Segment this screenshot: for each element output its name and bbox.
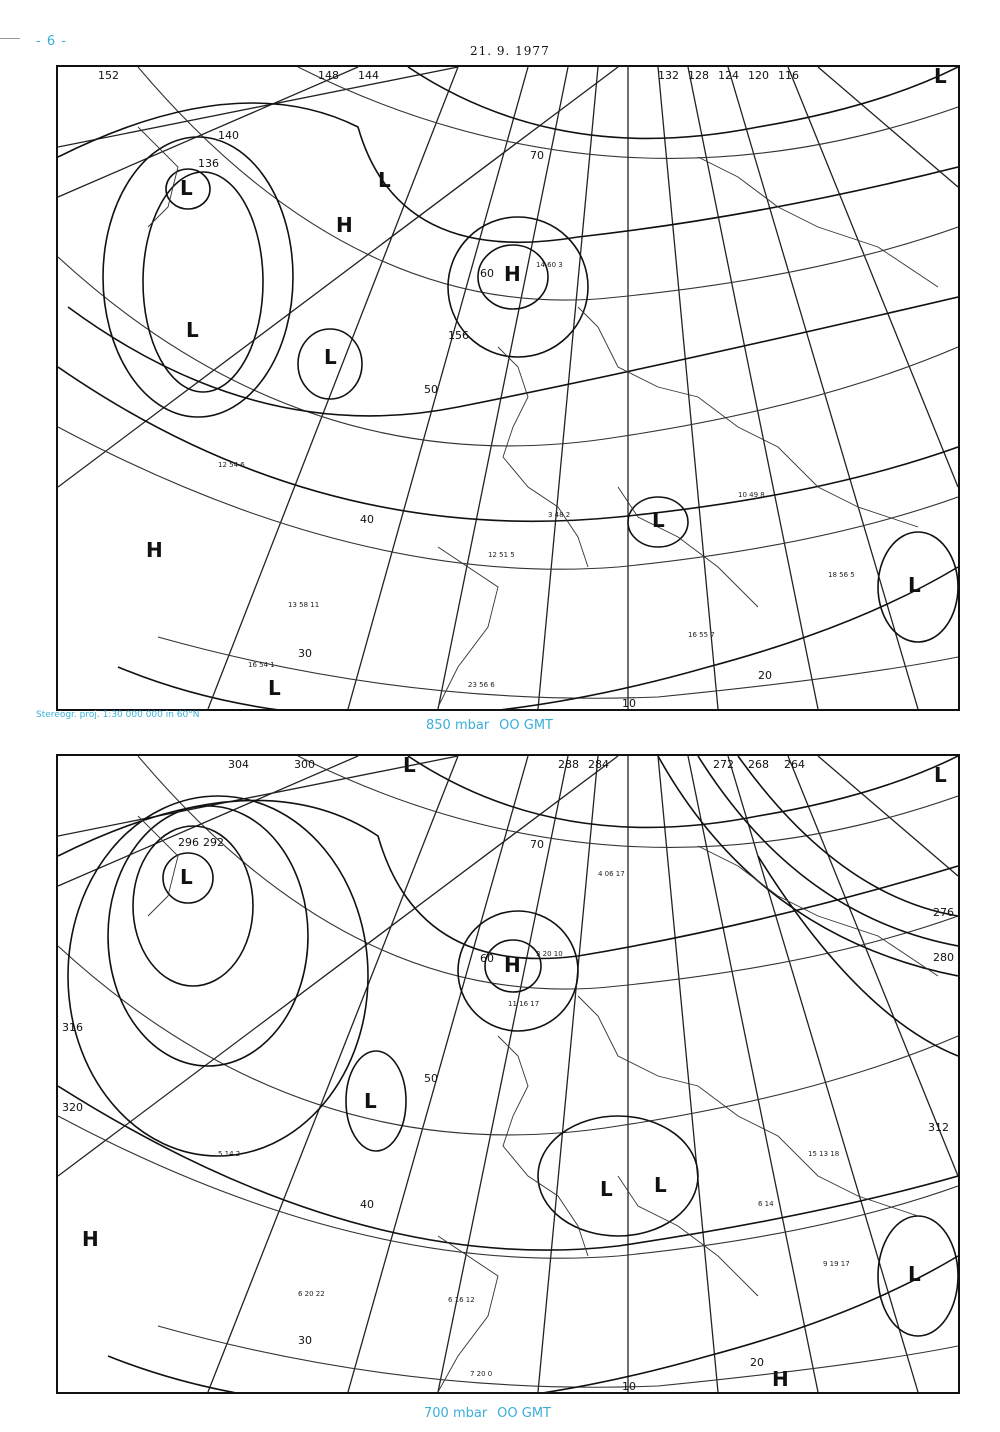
station-plot: 11 16 17 [508, 1000, 540, 1008]
latitude-label: 30 [298, 1334, 312, 1347]
low-pressure-symbol: L [908, 573, 921, 597]
meridian-grid [58, 756, 958, 1392]
contour-label: 284 [588, 758, 609, 771]
latitude-label: 10 [622, 1380, 636, 1392]
low-pressure-symbol: L [268, 676, 281, 700]
high-pressure-symbol: H [772, 1367, 789, 1391]
chart-date: 21. 9. 1977 [470, 44, 550, 58]
low-pressure-symbol: L [908, 1262, 921, 1286]
corner-mark [0, 38, 20, 39]
page-number: - 6 - [36, 34, 67, 49]
contour-label: 288 [558, 758, 579, 771]
contour-label: 132 [658, 69, 679, 82]
low-pressure-symbol: L [934, 67, 947, 88]
contour-label: 276 [933, 906, 954, 919]
meridian-grid [58, 67, 958, 709]
station-plot: 10 49 8 [738, 491, 765, 499]
contour-labels [98, 69, 799, 342]
low-pressure-symbol: L [180, 176, 193, 200]
latitude-label: 30 [298, 647, 312, 660]
station-plot: 16 55 7 [688, 631, 715, 639]
latitude-labels [298, 838, 764, 1392]
contour-label: 296 [178, 836, 199, 849]
station-plot: 6 14 [758, 1200, 774, 1208]
high-pressure-symbol: H [504, 953, 521, 977]
high-pressure-symbol: H [82, 1227, 99, 1251]
station-plot: 14 60 3 [536, 261, 563, 269]
station-plot: 12 54 6 [218, 461, 245, 469]
caption-700 [424, 1406, 551, 1421]
contour-label: 280 [933, 951, 954, 964]
station-plot: 7 20 0 [470, 1370, 493, 1378]
contour-label: 300 [294, 758, 315, 771]
latitude-label: 60 [480, 952, 494, 965]
map-850-svg [58, 67, 958, 709]
map-850-mbar [56, 65, 960, 711]
contour-label: 140 [218, 129, 239, 142]
low-pressure-symbol: L [934, 763, 947, 787]
contour-label: 320 [62, 1101, 83, 1114]
caption-850 [426, 718, 553, 733]
station-plot: 5 14 2 [218, 1150, 241, 1158]
contour-label: 148 [318, 69, 339, 82]
station-plot: 3 48 2 [548, 511, 571, 519]
station-plot: 4 06 17 [598, 870, 625, 878]
contour-label: 128 [688, 69, 709, 82]
contour-label: 124 [718, 69, 739, 82]
contour-label: 116 [778, 69, 799, 82]
pressure-systems [82, 756, 947, 1391]
low-pressure-symbol: L [186, 318, 199, 342]
contour-label: 312 [928, 1121, 949, 1134]
low-pressure-symbol: L [180, 865, 193, 889]
high-pressure-symbol: H [336, 213, 353, 237]
contour-label: 136 [198, 157, 219, 170]
station-plot: 12 51 5 [488, 551, 515, 559]
latitude-label: 10 [622, 697, 636, 709]
contour-label: 292 [203, 836, 224, 849]
contour-label: 152 [98, 69, 119, 82]
contour-label: 144 [358, 69, 379, 82]
latitude-label: 40 [360, 513, 374, 526]
latitude-label: 70 [530, 838, 544, 851]
contour-label: 156 [448, 329, 469, 342]
low-pressure-symbol: L [600, 1177, 613, 1201]
station-plot: 6 20 22 [298, 1290, 325, 1298]
caption-level: 700 mbar [424, 1406, 488, 1421]
contour-label: 120 [748, 69, 769, 82]
caption-level: 850 mbar [426, 718, 490, 733]
contour-label: 272 [713, 758, 734, 771]
map-700-mbar [56, 754, 960, 1394]
latitude-label: 20 [750, 1356, 764, 1369]
caption-time: OO GMT [499, 718, 553, 733]
contour-label: 268 [748, 758, 769, 771]
contour-label: 316 [62, 1021, 83, 1034]
station-plot: 6 16 12 [448, 1296, 475, 1304]
contour-label: 264 [784, 758, 805, 771]
low-pressure-symbol: L [403, 756, 416, 777]
low-pressure-symbol: L [652, 508, 665, 532]
low-pressure-symbol: L [324, 345, 337, 369]
station-plots [218, 261, 855, 689]
station-plot: 18 56 5 [828, 571, 855, 579]
latitude-label: 50 [424, 1072, 438, 1085]
caption-time: OO GMT [497, 1406, 551, 1421]
station-plot: 16 54 1 [248, 661, 275, 669]
latitude-label: 60 [480, 267, 494, 280]
projection-note: Stereogr. proj. 1:30 000 000 in 60°N [36, 710, 200, 720]
low-pressure-symbol: L [378, 168, 391, 192]
station-plot: 23 56 6 [468, 681, 495, 689]
latitude-label: 20 [758, 669, 772, 682]
high-pressure-symbol: H [146, 538, 163, 562]
station-plot: 15 13 18 [808, 1150, 840, 1158]
latitude-label: 50 [424, 383, 438, 396]
latitude-label: 40 [360, 1198, 374, 1211]
contour-label: 304 [228, 758, 249, 771]
station-plot: 3 20 10 [536, 950, 563, 958]
latitude-label: 70 [530, 149, 544, 162]
low-pressure-symbol: L [364, 1089, 377, 1113]
low-pressure-symbol: L [654, 1173, 667, 1197]
map-700-svg [58, 756, 958, 1392]
latitude-circles [58, 67, 958, 698]
contour-labels [62, 758, 954, 1134]
station-plot: 13 58 11 [288, 601, 320, 609]
station-plot: 9 19 17 [823, 1260, 850, 1268]
high-pressure-symbol: H [504, 262, 521, 286]
